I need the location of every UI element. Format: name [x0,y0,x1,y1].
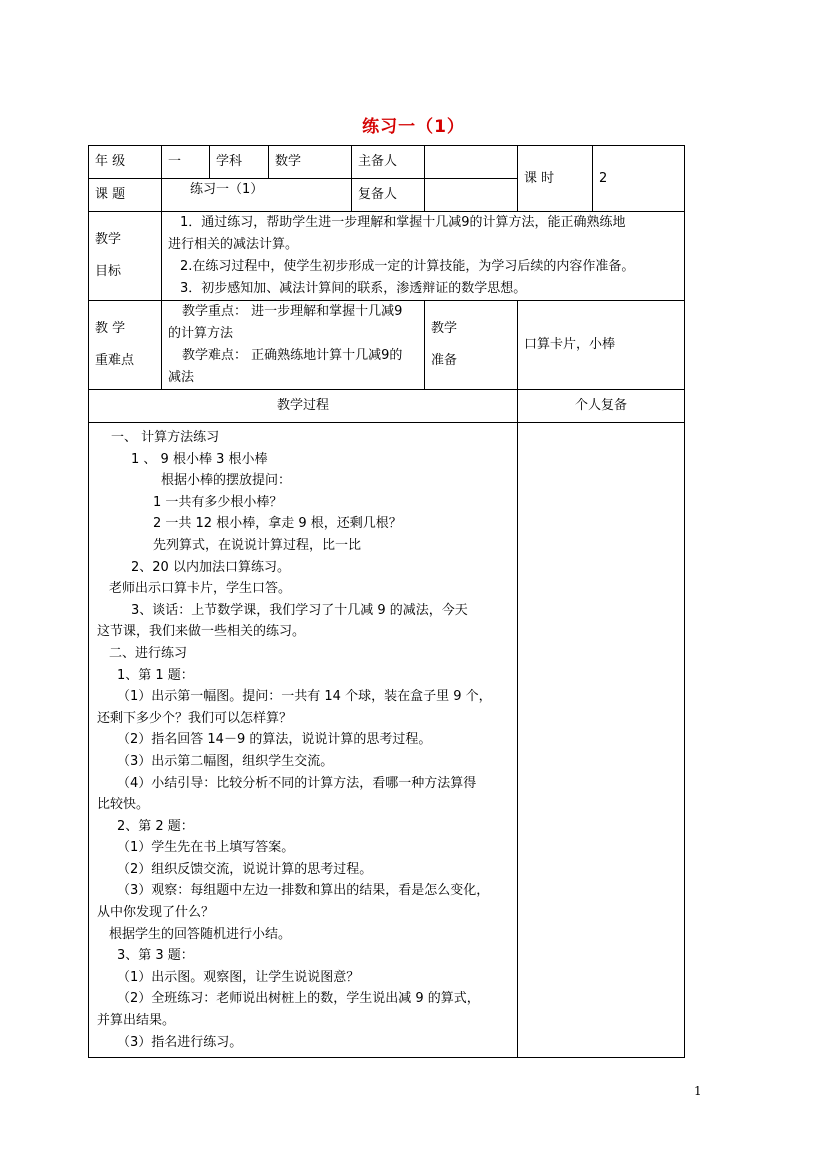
process-line: （1）出示图。观察图，让学生说说图意？ [117,969,360,985]
process-line: 2 一共 12 根小棒，拿走 9 根，还剩几根？ [153,516,402,532]
preparer-label: 主备人 [352,146,425,179]
grade-value: 一 [162,146,210,179]
key-point-line: 教学难点： 正确熟练地计算十几减9的 [182,348,403,363]
review-header: 个人复备 [518,390,685,423]
process-line: （1）学生先在书上填写答案。 [117,840,295,856]
key-points-content [162,301,425,390]
prep-label-line-1: 教学 [431,321,458,336]
key-points-label [89,301,162,390]
key-point-line: 教学重点： 进一步理解和掌握十几减9 [182,304,403,319]
goal-line: 进行相关的减法计算。 [168,237,299,252]
goal-line: 2.在练习过程中，使学生初步形成一定的计算技能，为学习后续的内容作准备。 [180,259,635,274]
process-line: 1、第 1 题： [117,667,194,683]
preparer-value [425,146,518,179]
process-line: 从中你发现了什么？ [97,905,215,921]
process-content [89,423,518,1058]
process-line: 2、20 以内加法口算练习。 [131,559,290,575]
subject-label: 学科 [210,146,269,179]
goals-label-line-1: 教学 [95,232,122,247]
process-line: （3）出示第二幅图，组织学生交流。 [117,753,334,769]
prep-label-line-2: 准备 [431,353,458,368]
process-line: 1 一共有多少根小棒？ [153,494,283,510]
key-points-row [89,301,685,390]
process-line: （2）组织反馈交流，说说计算的思考过程。 [117,861,373,877]
key-point-line: 的计算方法 [168,326,234,341]
page-number: 1 [694,1084,702,1098]
goals-label [89,212,162,301]
process-line: 3、第 3 题： [117,948,194,964]
grade-label: 年 级 [89,146,162,179]
topic-label: 课 题 [89,179,162,212]
process-line: 先列算式，在说说计算过程，比一比 [153,537,362,553]
process-line: （1）出示第一幅图。提问：一共有 14 个球，装在盒子里 9 个， [117,689,492,705]
topic-value: 练习一（1） [162,179,352,212]
process-line: （2）全班练习：老师说出树桩上的数，学生说出减 9 的算式， [117,991,480,1007]
goals-content [162,212,685,301]
hours-label: 课 时 [518,146,593,212]
header-row-1 [89,146,685,179]
process-line: 一、 计算方法练习 [111,430,220,445]
process-line: 根据学生的回答随机进行小结。 [109,926,292,942]
process-line: 根据小棒的摆放提问： [161,473,292,489]
process-line: 老师出示口算卡片，学生口答。 [109,581,292,597]
process-line: 比较快。 [97,797,150,813]
process-line: 1 、 9 根小棒 3 根小棒 [131,451,268,467]
process-line: （2）指名回答 14－9 的算法，说说计算的思考过程。 [117,732,432,748]
process-line: （4）小结引导：比较分析不同的计算方法，看哪一种方法算得 [117,775,477,791]
process-line: 二、进行练习 [109,645,188,661]
goal-line: 3．初步感知加、减法计算间的联系，渗透辩证的数学思想。 [180,281,527,296]
key-point-line: 减法 [168,370,195,385]
key-points-label-line-2: 重难点 [95,353,135,368]
key-points-label-line-1: 教 学 [95,321,126,336]
prep-value: 口算卡片，小棒 [518,301,685,390]
goals-row [89,212,685,301]
process-row [89,423,685,1058]
process-line: （3）观察：每组题中左边一排数和算出的结果，看是怎么变化， [117,883,490,899]
prep-label [425,301,518,390]
process-line: （3）指名进行练习。 [117,1034,243,1050]
process-line: 3、谈话：上节数学课，我们学习了十几减 9 的减法，今天 [131,602,468,618]
reviewer-label: 复备人 [352,179,425,212]
goals-label-line-2: 目标 [95,264,122,279]
process-header: 教学过程 [89,390,518,423]
subject-value: 数学 [269,146,352,179]
process-line: 还剩下多少个？我们可以怎样算？ [97,710,293,726]
process-line: 2、第 2 题： [117,818,194,834]
goal-line: 1．通过练习，帮助学生进一步理解和掌握十几减9的计算方法，能正确熟练地 [180,215,626,230]
process-line: 这节课，我们来做一些相关的练习。 [97,624,306,640]
document-title: 练习一（1） [362,117,465,137]
lesson-plan-table [88,145,685,1058]
hours-value: 2 [593,146,685,212]
reviewer-value [425,179,518,212]
process-header-row [89,390,685,423]
process-line: 并算出结果。 [97,1013,176,1029]
review-content [518,423,685,1058]
